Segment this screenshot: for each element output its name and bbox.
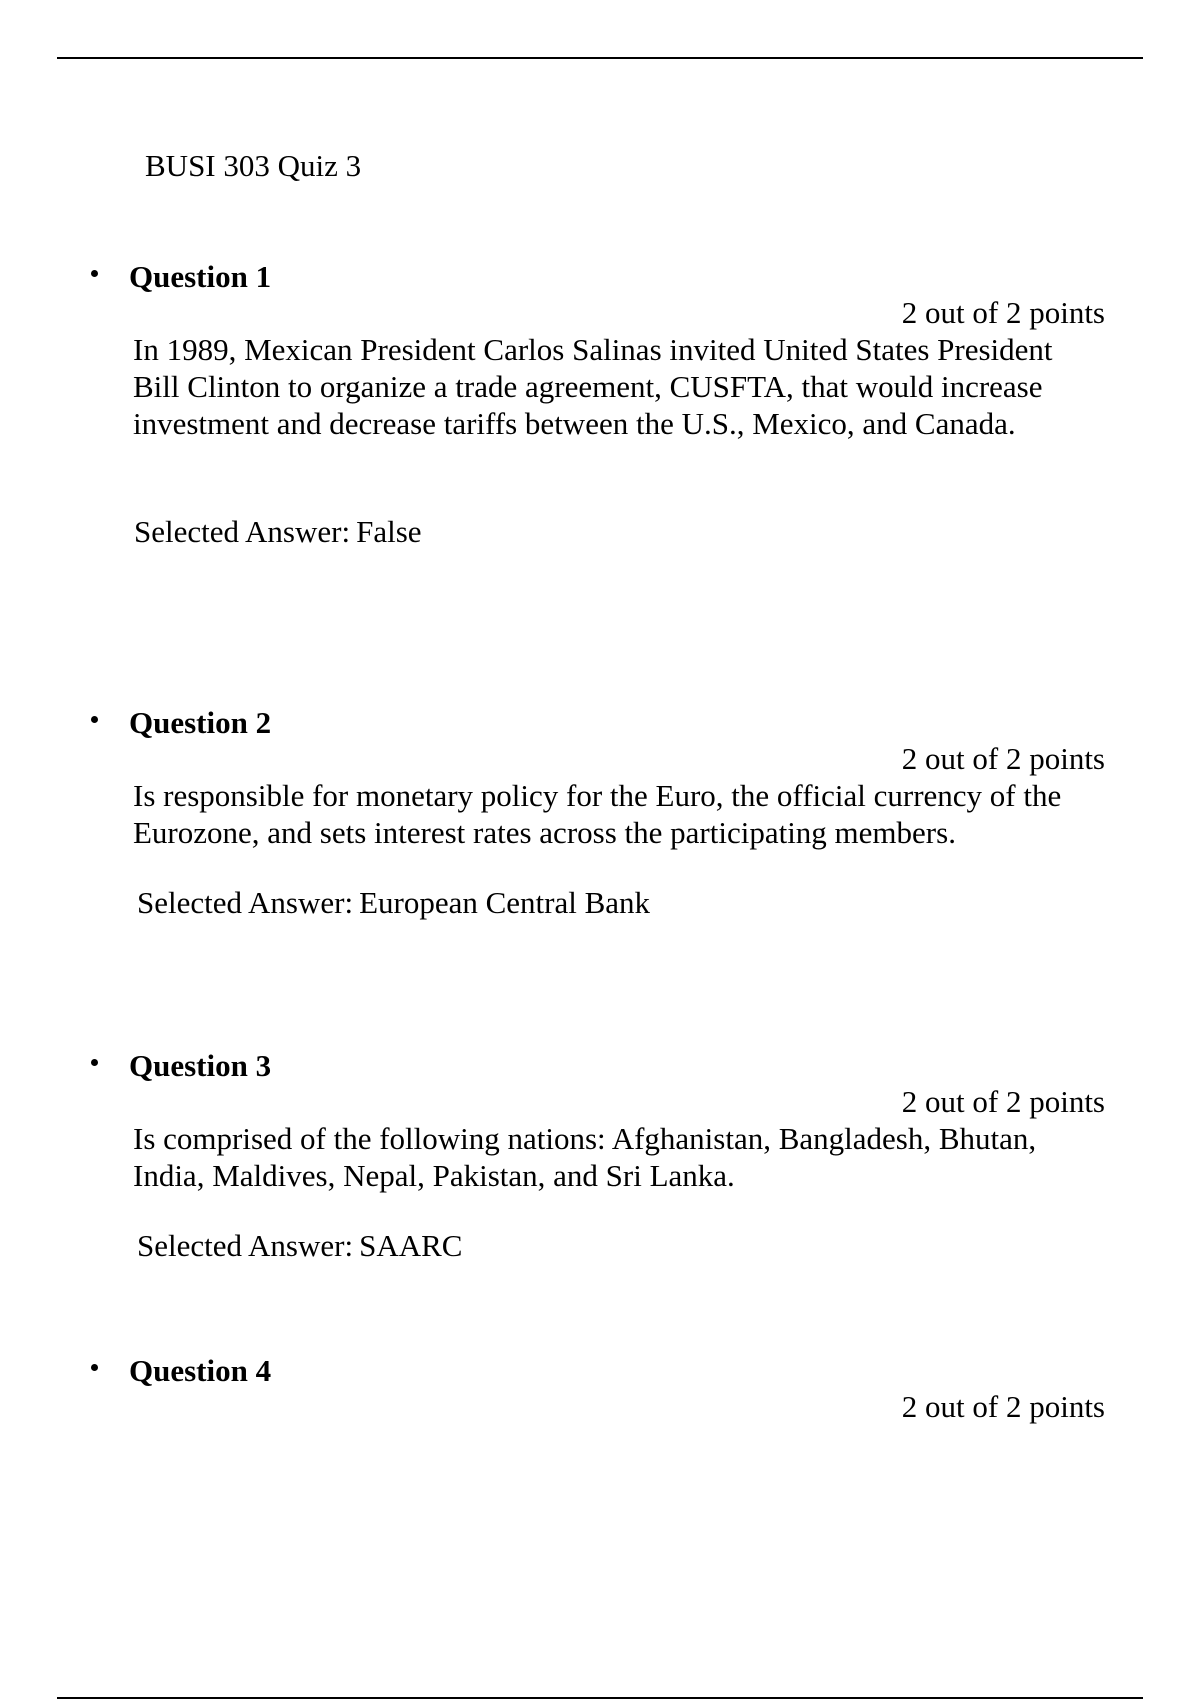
document-title: BUSI 303 Quiz 3 [145,148,362,183]
selected-answer-value: SAARC [359,1228,463,1263]
selected-answer [137,1228,462,1264]
selected-answer-label: Selected Answer: [134,514,351,549]
selected-answer [137,885,650,921]
bullet-icon [91,1364,98,1371]
question-points: 2 out of 2 points [901,295,1105,330]
bottom-rule [57,1697,1143,1699]
question-text: Is comprised of the following nations: Afghanistan, Bangladesh, Bhutan, India, Maldives, Nepal, Pakistan, and Sri Lanka. [133,1121,1037,1193]
question-points: 2 out of 2 points [901,1389,1105,1424]
question-label: Question 2 [129,705,272,740]
top-rule [57,57,1143,59]
bullet-icon [91,716,98,723]
question-points: 2 out of 2 points [901,1084,1105,1119]
question-text: In 1989, Mexican President Carlos Salinas invited United States President Bill Clinton to organize a trade agreement, CUSFTA, that would increase investment and decrease tariffs between the U.S., Mexico, and Canada. [133,332,1053,441]
selected-answer-value: European Central Bank [359,885,651,920]
selected-answer-label: Selected Answer: [137,1228,354,1263]
selected-answer-value: False [356,514,422,549]
selected-answer [134,514,422,550]
question-text: Is responsible for monetary policy for the Euro, the official currency of the Eurozone, and sets interest rates across the participating members. [133,778,1062,850]
question-label: Question 3 [129,1048,272,1083]
bullet-icon [91,1059,98,1066]
question-points: 2 out of 2 points [901,741,1105,776]
bullet-icon [91,270,98,277]
selected-answer-label: Selected Answer: [137,885,354,920]
question-label: Question 1 [129,259,272,294]
question-label: Question 4 [129,1353,272,1388]
